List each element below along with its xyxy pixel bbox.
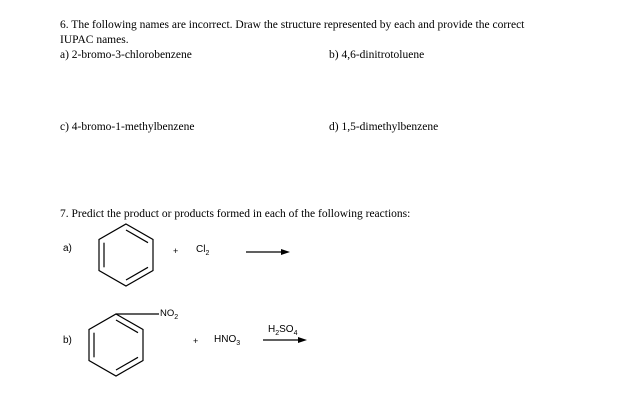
nitro-group-label [160, 308, 178, 321]
benzene-ring-a [95, 221, 157, 287]
nitro-group-subscript: 2 [174, 313, 179, 321]
reaction-b-arrow [263, 336, 307, 344]
reaction-b-reagent-subscript: 3 [236, 340, 241, 347]
reaction-b-plus: + [193, 336, 199, 346]
reaction-a-plus: + [173, 246, 179, 256]
reaction-a-label: a) [63, 243, 72, 254]
question-6-part-d: d) 1,5-dimethylbenzene [329, 121, 439, 133]
catalyst-h: H [268, 324, 276, 335]
reaction-b-label: b) [63, 335, 72, 346]
question-6-part-c: c) 4-bromo-1-methylbenzene [60, 121, 195, 133]
question-6-part-a: a) 2-bromo-3-chlorobenzene [60, 49, 192, 61]
reaction-b-reagent [214, 334, 240, 347]
question-6-part-b: b) 4,6-dinitrotoluene [329, 49, 425, 61]
catalyst-so: SO [279, 324, 294, 335]
catalyst-sub-1: 2 [275, 330, 280, 337]
reaction-b-reagent-symbol: HNO [214, 334, 237, 345]
reaction-a-reagent [196, 244, 209, 257]
catalyst-sub-2: 4 [293, 330, 298, 337]
reaction-a-reagent-symbol: Cl [196, 244, 206, 255]
nitro-group-symbol: NO [160, 308, 175, 319]
question-7-heading: 7. Predict the product or products formed in each of the following reactions: [60, 208, 411, 220]
reaction-a-arrow [246, 248, 290, 256]
question-6-line-2: IUPAC names. [60, 34, 129, 46]
reaction-a-reagent-subscript: 2 [205, 250, 210, 257]
question-6-line-1: 6. The following names are incorrect. Draw the structure represented by each and provide the correct [60, 19, 525, 31]
